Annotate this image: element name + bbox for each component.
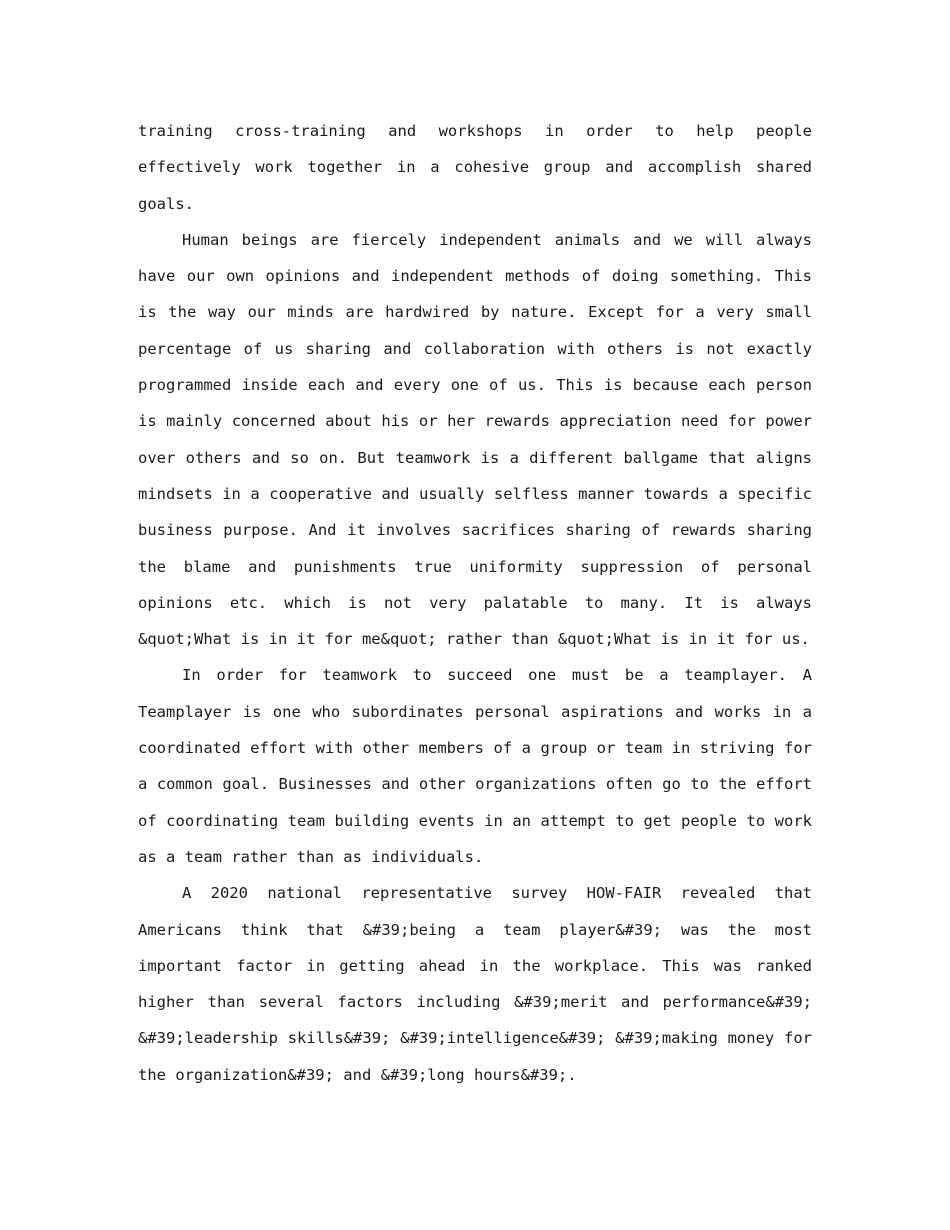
paragraph-human-nature: Human beings are fiercely independent animals and we will always have our own opinions and independent methods of doing something. This is the way our minds are hardwired by nature. Except for a very small percentage of us sharing and collaboration with others is not exactly programmed inside each and every one of us. This is because each person is mainly concerned about his or her rewards appreciation need for power over others and so on. But teamwork is a different ballgame that aligns mindsets in a cooperative and usually selfless manner towards a specific business purpose. And it involves sacrifices sharing of rewards sharing the blame and punishments true uniformity suppression of personal opinions etc. which is not very palatable to many. It is always &quot;What is in it for me&quot; rather than &quot;What is in it for us.	[138, 230, 812, 649]
paragraph-continuation: training cross-training and workshops in order to help people effectively work together in a cohesive group and accomplish shared goals.	[138, 122, 812, 213]
paragraph-survey: A 2020 national representative survey HOW-FAIR revealed that Americans think that &#39;being a team player&#39; was the most important factor in getting ahead in the workplace. This was ranked higher than several factors including &#39;merit and performance&#39; &#39;leadership skills&#39; &#39;intelligence&#39; &#39;making money for the organization&#39; and &#39;long hours&#39;.	[138, 884, 812, 1084]
document-page	[138, 113, 812, 1093]
paragraph-teamplayer: In order for teamwork to succeed one must be a teamplayer. A Teamplayer is one who subordinates personal aspirations and works in a coordinated effort with other members of a group or team in striving for a common goal. Businesses and other organizations often go to the effort of coordinating team building events in an attempt to get people to work as a team rather than as individuals.	[138, 666, 812, 866]
